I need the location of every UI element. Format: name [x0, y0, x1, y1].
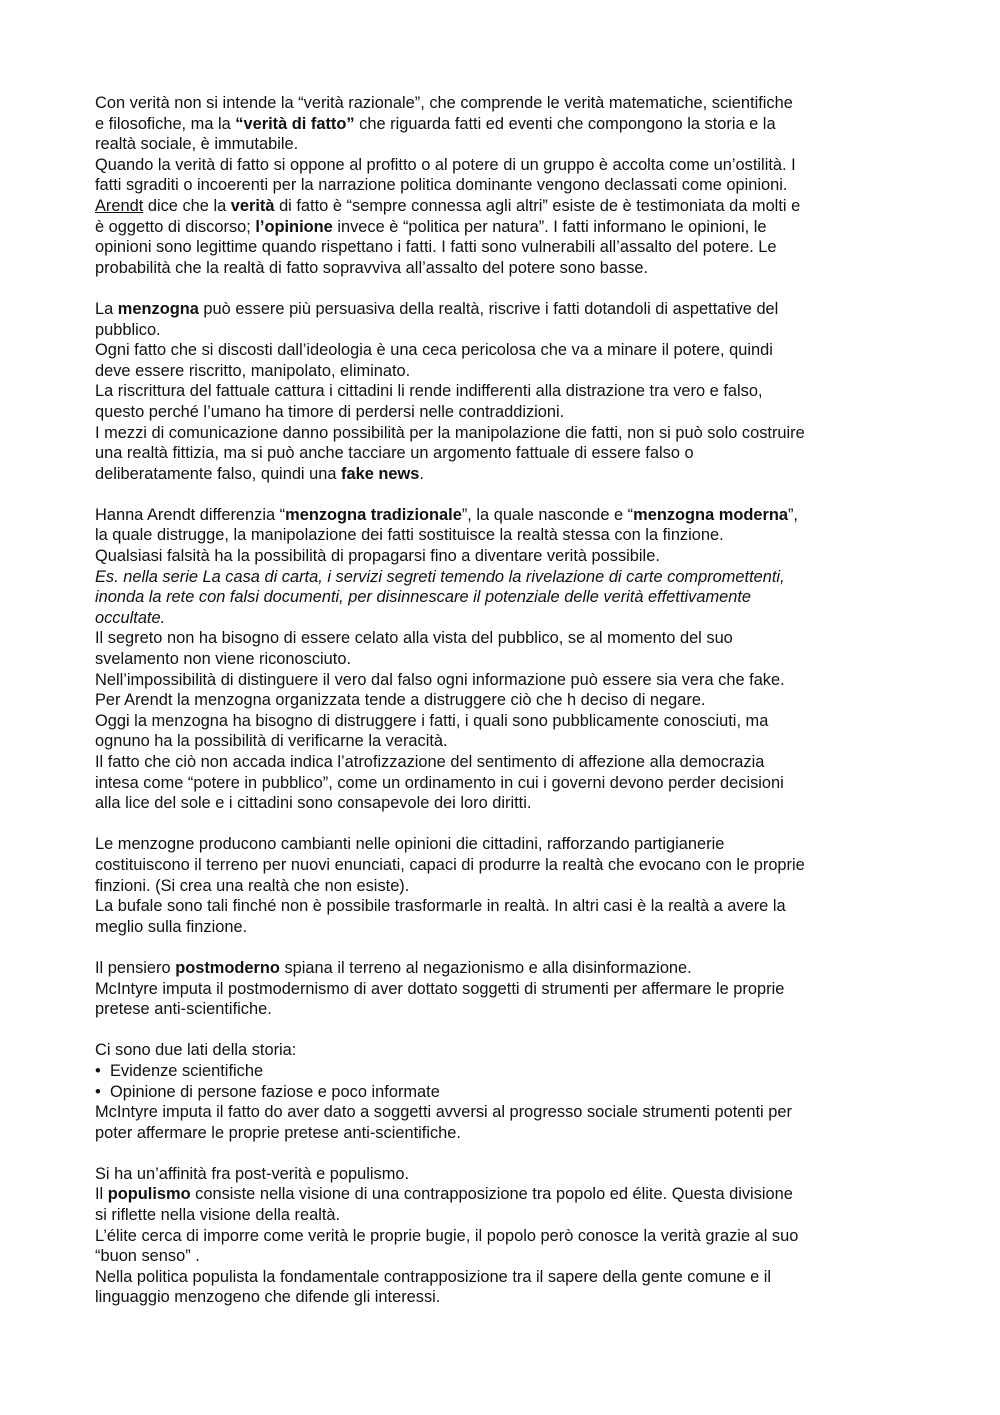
text-run: svelamento non viene riconosciuto.	[95, 650, 352, 669]
text-line	[95, 999, 915, 1020]
text-line	[95, 1184, 915, 1205]
text-run: Ogni fatto che si discosti dall’ideologia è una ceca pericolosa che va a minare il potere, quindi	[95, 341, 773, 360]
text-line	[95, 546, 915, 567]
bold-text: menzogna	[117, 299, 199, 318]
text-line	[95, 876, 915, 897]
bold-text: menzogna tradizionale	[285, 505, 462, 524]
text-line	[95, 299, 915, 320]
text-line	[95, 587, 915, 608]
text-run: .	[419, 464, 424, 483]
text-run: opinioni sono legittime quando rispettano i fatti. I fatti sono vulnerabili all’assalto del potere. Le	[95, 238, 777, 257]
paragraph	[95, 299, 915, 484]
text-run: Il	[95, 1185, 108, 1204]
text-line	[95, 525, 915, 546]
text-run: L’élite cerca di imporre come verità le proprie bugie, il popolo però conosce la verità grazie al suo	[95, 1226, 799, 1245]
text-run: ”,	[787, 505, 798, 524]
text-run: Le menzogne producono cambianti nelle opinioni die cittadini, rafforzando partigianerie	[95, 835, 725, 854]
document-page	[95, 93, 915, 1329]
text-line	[95, 237, 915, 258]
text-run: Opinione di persone faziose e poco informate	[110, 1082, 440, 1101]
text-line	[95, 1246, 915, 1267]
text-line	[95, 1123, 915, 1144]
paragraph	[95, 834, 915, 937]
text-line	[95, 670, 915, 691]
text-run: intesa come “potere in pubblico”, come un ordinamento in cui i governi devono perder decisioni	[95, 773, 784, 792]
text-line	[95, 628, 915, 649]
text-line	[95, 1287, 915, 1308]
text-run: può essere più persuasiva della realtà, riscrive i fatti dotandoli di aspettative del	[198, 299, 779, 318]
text-line	[95, 649, 915, 670]
text-run: Evidenze scientifiche	[110, 1061, 264, 1080]
bold-text: fake news	[341, 464, 420, 483]
text-run: spiana il terreno al negazionismo e alla disinformazione.	[279, 958, 692, 977]
text-run: “buon senso” .	[95, 1247, 200, 1266]
italic-text: Es. nella serie La casa di carta, i servizi segreti temendo la rivelazione di carte compromettenti,	[95, 567, 785, 586]
text-line	[95, 1205, 915, 1226]
text-line	[95, 155, 915, 176]
bullet-item	[95, 1082, 915, 1103]
text-line	[95, 1226, 915, 1247]
text-line	[95, 896, 915, 917]
text-line	[95, 402, 915, 423]
text-run: deve essere riscritto, manipolato, eliminato.	[95, 361, 411, 380]
text-line	[95, 917, 915, 938]
text-run: invece è “politica per natura”. I fatti informano le opinioni, le	[332, 217, 767, 236]
text-line	[95, 1267, 915, 1288]
text-run: una realtà fittizia, ma si può anche tacciare un argomento fattuale di essere falso o	[95, 444, 694, 463]
bullet-item	[95, 1061, 915, 1082]
italic-text: occultate.	[95, 608, 166, 627]
text-run: è oggetto di discorso;	[95, 217, 256, 236]
text-run: Il pensiero	[95, 958, 176, 977]
text-run: fatti sgraditi o incoerenti per la narrazione politica dominante vengono declassati come opinioni.	[95, 176, 788, 195]
text-run: Nella politica populista la fondamentale contrapposizione tra il sapere della gente comune e il	[95, 1267, 772, 1286]
text-run: La	[95, 299, 118, 318]
text-line	[95, 690, 915, 711]
text-line	[95, 196, 915, 217]
text-run: di fatto è “sempre connessa agli altri” esiste de è testimoniata da molti e	[274, 196, 801, 215]
text-line	[95, 1040, 915, 1061]
bold-text: postmoderno	[175, 958, 280, 977]
text-line	[95, 443, 915, 464]
text-line	[95, 834, 915, 855]
paragraph	[95, 93, 915, 278]
text-run: e filosofiche, ma la	[95, 114, 236, 133]
text-run: ”, la quale nasconde e “	[461, 505, 634, 524]
bold-text: verità	[230, 196, 275, 215]
text-run: Quando la verità di fatto si oppone al profitto o al potere di un gruppo è accolta come un’ostilità. I	[95, 155, 796, 174]
text-run: Con verità non si intende la “verità razionale”, che comprende le verità matematiche, scientifiche	[95, 94, 793, 112]
text-run: Si ha un’affinità fra post-verità e populismo.	[95, 1164, 410, 1183]
bold-text: populismo	[107, 1185, 191, 1204]
text-line	[95, 1164, 915, 1185]
text-run: linguaggio menzogeno che difende gli interessi.	[95, 1288, 441, 1307]
text-run: consiste nella visione di una contrapposizione tra popolo ed élite. Questa divisione	[190, 1185, 793, 1204]
text-run: deliberatamente falso, quindi una	[95, 464, 342, 483]
bullet-icon: •	[95, 1061, 101, 1080]
text-run: costituiscono il terreno per nuovi enunciati, capaci di produrre la realtà che evocano con le proprie	[95, 855, 805, 874]
text-run: finzioni. (Si crea una realtà che non esiste).	[95, 876, 410, 895]
text-line	[95, 423, 915, 444]
bold-text: menzogna moderna	[633, 505, 788, 524]
text-run: che riguarda fatti ed eventi che compongono la storia e la	[354, 114, 776, 133]
bold-text: l’opinione	[255, 217, 333, 236]
bullet-icon: •	[95, 1082, 101, 1101]
text-line	[95, 752, 915, 773]
bold-text: “verità di fatto”	[235, 114, 355, 133]
text-run: Per Arendt la menzogna organizzata tende a distruggere ciò che h deciso di negare.	[95, 691, 706, 710]
text-line	[95, 773, 915, 794]
text-run: McIntyre imputa il fatto do aver dato a soggetti avversi al progresso sociale strumenti potenti per	[95, 1103, 792, 1122]
text-run: La bufale sono tali finché non è possibile trasformarle in realtà. In altri casi è la realtà a avere la	[95, 897, 786, 916]
text-run: questo perché l’umano ha timore di perdersi nelle contraddizioni.	[95, 402, 565, 421]
text-run: la quale distrugge, la manipolazione dei fatti sostituisce la realtà stessa con la finzione.	[95, 526, 724, 545]
text-run: Qualsiasi falsità ha la possibilità di propagarsi fino a diventare verità possibile.	[95, 547, 660, 566]
text-line	[95, 711, 915, 732]
text-run: probabilità che la realtà di fatto sopravviva all’assalto del potere sono basse.	[95, 258, 649, 277]
paragraph	[95, 1040, 915, 1143]
text-run: si riflette nella visione della realtà.	[95, 1206, 341, 1225]
text-run: ognuno ha la possibilità di verificarne la veracità.	[95, 732, 448, 751]
paragraph	[95, 1164, 915, 1308]
text-run: alla lice del sole e i cittadini sono consapevole dei loro diritti.	[95, 794, 532, 813]
text-run: poter affermare le proprie pretese anti-scientifiche.	[95, 1123, 461, 1142]
italic-text: inonda la rete con falsi documenti, per disinnescare il potenziale delle verità effettivamente	[95, 588, 752, 607]
text-line	[95, 320, 915, 341]
text-run: meglio sulla finzione.	[95, 917, 248, 936]
underlined-text: Arendt	[95, 196, 144, 215]
text-line	[95, 505, 915, 526]
text-line	[95, 731, 915, 752]
text-line	[95, 464, 915, 485]
text-line	[95, 258, 915, 279]
text-line	[95, 340, 915, 361]
text-line	[95, 567, 915, 588]
text-line	[95, 608, 915, 629]
text-run: pubblico.	[95, 320, 161, 339]
text-line	[95, 217, 915, 238]
text-line	[95, 979, 915, 1000]
paragraph	[95, 958, 915, 1020]
text-run: realtà sociale, è immutabile.	[95, 135, 299, 154]
text-run: Hanna Arendt differenzia “	[95, 505, 286, 524]
text-run: Il fatto che ciò non accada indica l’atrofizzazione del sentimento di affezione alla democrazia	[95, 753, 765, 771]
text-line	[95, 175, 915, 196]
text-line	[95, 958, 915, 979]
text-line	[95, 134, 915, 155]
text-line	[95, 114, 915, 135]
text-line	[95, 855, 915, 876]
text-line	[95, 1102, 915, 1123]
text-run: Il segreto non ha bisogno di essere celato alla vista del pubblico, se al momento del suo	[95, 629, 733, 648]
text-line	[95, 793, 915, 814]
text-run: McIntyre imputa il postmodernismo di aver dottato soggetti di strumenti per affermare le proprie	[95, 979, 785, 998]
text-line	[95, 381, 915, 402]
text-run: I mezzi di comunicazione danno possibilità per la manipolazione die fatti, non si può solo costruire	[95, 423, 805, 442]
text-run: pretese anti-scientifiche.	[95, 1000, 272, 1019]
text-run: dice che la	[143, 196, 231, 215]
text-run: Oggi la menzogna ha bisogno di distruggere i fatti, i quali sono pubblicamente conosciuti, ma	[95, 711, 769, 730]
paragraph	[95, 505, 915, 814]
text-line	[95, 361, 915, 382]
text-line	[95, 93, 915, 114]
text-run: Nell’impossibilità di distinguere il vero dal falso ogni informazione può essere sia vera che fake.	[95, 670, 785, 689]
text-run: Ci sono due lati della storia:	[95, 1041, 297, 1060]
text-run: La riscrittura del fattuale cattura i cittadini li rende indifferenti alla distrazione tra vero e falso,	[95, 382, 763, 401]
